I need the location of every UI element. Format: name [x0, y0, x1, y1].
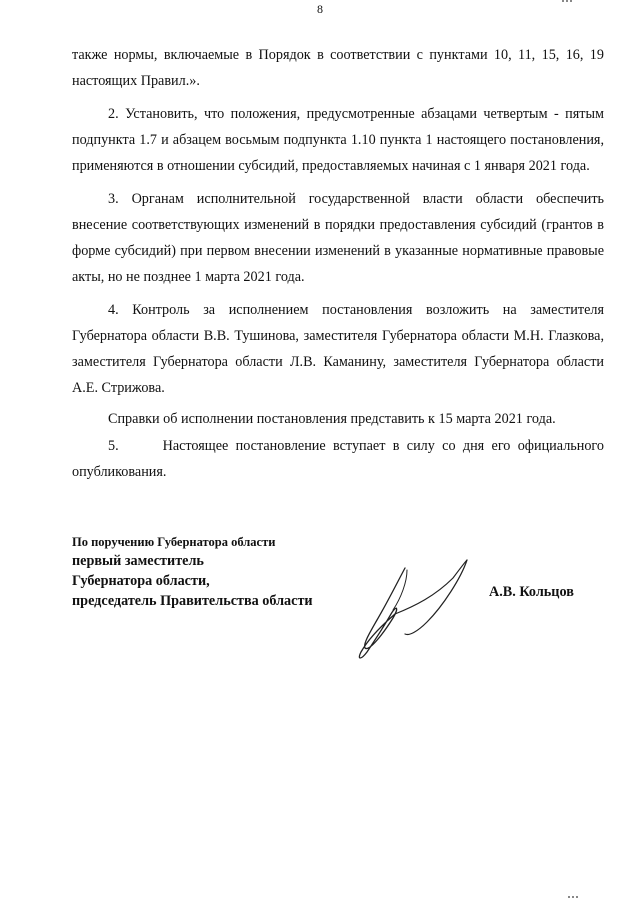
paragraph-item-3: 3. Органам исполнительной государственной власти области обеспечить внесение соответствующих изменений в порядки предоставления субсидий (грантов в форме субсидий) при первом внесении изменений в указанные нормативные правовые акты, но не позднее 1 марта 2021 года.	[72, 191, 604, 285]
paragraph-item-5: 5. Настоящее постановление вступает в силу со дня его официального опубликования.	[72, 438, 608, 480]
scan-mark-top	[562, 0, 572, 3]
signer-name: А.В. Кольцов	[489, 584, 574, 600]
signature-block	[72, 533, 313, 611]
signature-note: По поручению Губернатора области	[72, 535, 276, 549]
handwritten-signature	[335, 548, 475, 663]
signer-position-line-3: председатель Правительства области	[72, 593, 313, 609]
paragraph-reports: Справки об исполнении постановления представить к 15 марта 2021 года.	[108, 411, 556, 427]
scan-mark-bottom	[568, 896, 578, 899]
paragraph-item-4: 4. Контроль за исполнением постановления возложить на заместителя Губернатора области В.В. Тушинова, заместителя Губернатора области М.Н. Глазкова, заместителя Губернатора области Л.В. Каманину, заместителя Губернатора области А.Е. Стрижова.	[72, 302, 604, 396]
signer-position-line-1: первый заместитель	[72, 553, 204, 569]
paragraph-continuation: также нормы, включаемые в Порядок в соответствии с пунктами 10, 11, 15, 16, 19 настоящих Правил.».	[72, 47, 604, 89]
document-body	[72, 42, 608, 492]
paragraph-item-2: 2. Установить, что положения, предусмотренные абзацами четвертым - пятым подпункта 1.7 и абзацем восьмым подпункта 1.10 пункта 1 настоящего постановления, применяются в отношении субсидий, предоставляемых начиная с 1 января 2021 года.	[72, 106, 604, 174]
page-number: 8	[317, 2, 323, 16]
signer-position-line-2: Губернатора области,	[72, 573, 210, 589]
